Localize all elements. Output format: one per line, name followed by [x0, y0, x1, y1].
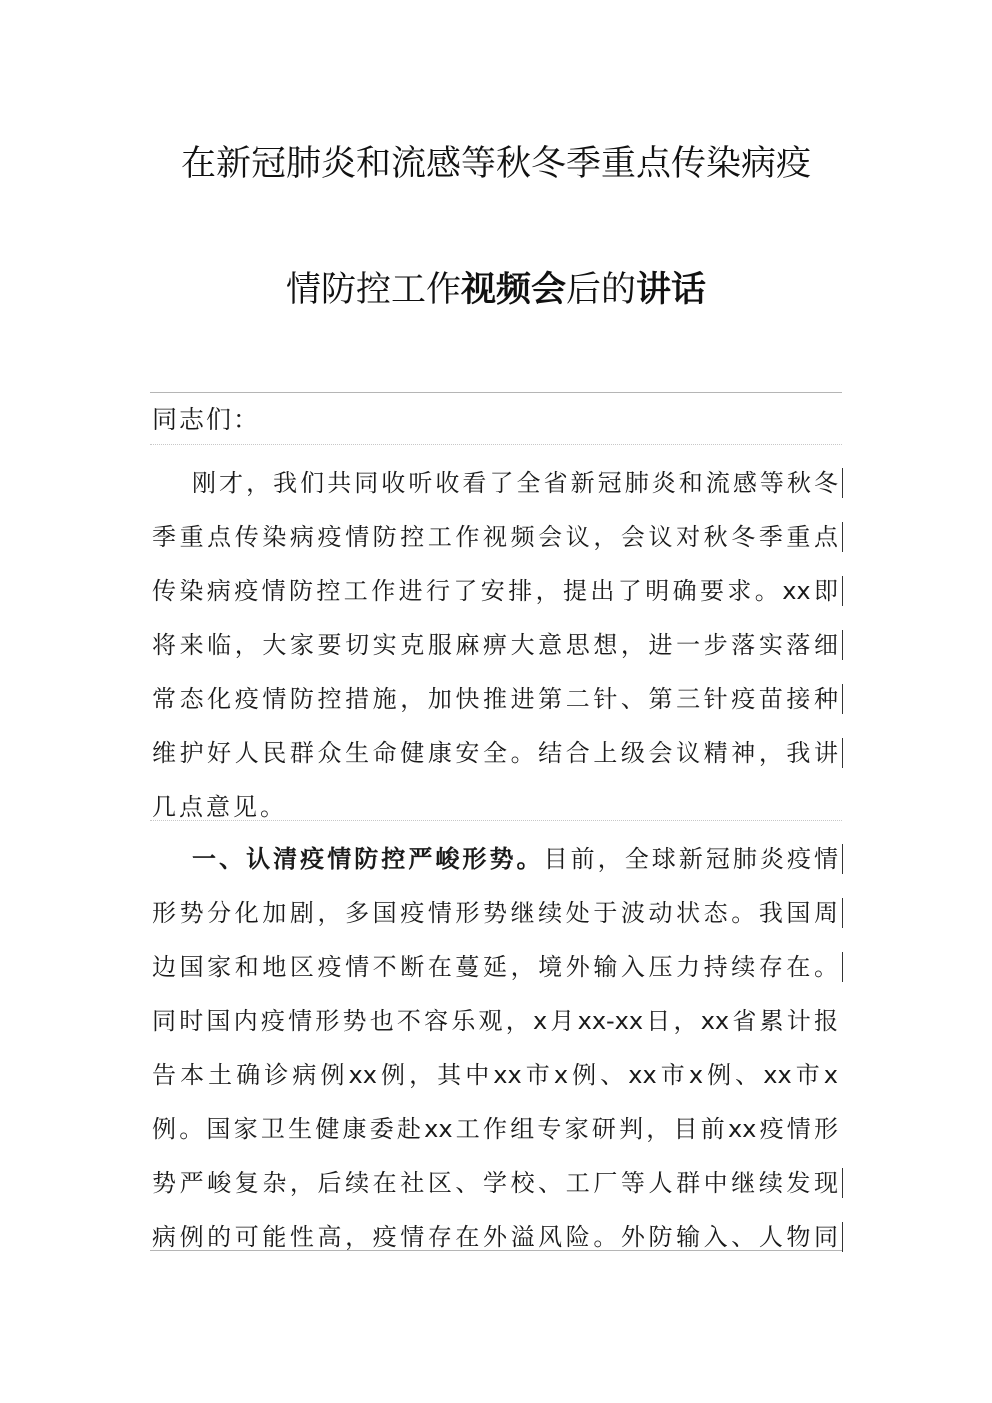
document-title-line-1: 在新冠肺炎和流感等秋冬季重点传染病疫 — [180, 144, 811, 184]
margin-bar — [842, 684, 843, 714]
margin-bar — [842, 844, 843, 874]
margin-bar — [842, 1168, 843, 1198]
paragraph-line — [192, 832, 838, 886]
paragraph-line: 形势分化加剧，多国疫情形势继续处于波动状态。我国周 — [152, 899, 838, 927]
paragraph-line: 同时国内疫情形势也不容乐观，x月xx-xx日，xx省累计报 — [152, 1007, 838, 1035]
paragraph-line: 势严峻复杂，后续在社区、学校、工厂等人群中继续发现 — [152, 1169, 838, 1197]
paragraph-line: 维护好人民群众生命健康安全。结合上级会议精神，我讲 — [152, 739, 838, 767]
paragraph-line: 常态化疫情防控措施，加快推进第二针、第三针疫苗接种 — [152, 685, 838, 713]
paragraph-line: 几点意见。 — [152, 793, 287, 821]
title-part-c: 后的 — [566, 270, 637, 310]
margin-bar — [842, 952, 843, 982]
paragraph-line: 边国家和地区疫情不断在蔓延，境外输入压力持续存在。 — [152, 953, 838, 981]
paragraph-line: 告本土确诊病例xx例，其中xx市x例、xx市x例、xx市x — [152, 1061, 838, 1089]
margin-bar — [842, 576, 843, 606]
paragraph-line: 将来临，大家要切实克服麻痹大意思想，进一步落实落细 — [152, 631, 838, 659]
section-heading-rest: 目前，全球新冠肺炎疫情 — [543, 845, 839, 873]
margin-bar — [842, 630, 843, 660]
title-part-a: 情防控工作 — [285, 270, 461, 310]
title-part-b: 视频会 — [460, 270, 566, 310]
paragraph-line: 刚才，我们共同收听收看了全省新冠肺炎和流感等秋冬 — [192, 469, 838, 497]
paragraph-line: 例。国家卫生健康委赴xx工作组专家研判，目前xx疫情形 — [152, 1115, 838, 1143]
paragraph-divider — [150, 820, 842, 821]
header-rule — [150, 392, 842, 393]
salutation: 同志们： — [152, 405, 261, 434]
document-title-line-2 — [0, 262, 992, 312]
section-heading: 一、认清疫情防控严峻形势。 — [192, 845, 544, 873]
paragraph-line: 传染病疫情防控工作进行了安排，提出了明确要求。xx即 — [152, 577, 838, 605]
margin-bar — [842, 1222, 843, 1252]
title-part-d: 讲话 — [636, 270, 707, 310]
margin-bar — [842, 898, 843, 928]
paragraph-line: 季重点传染病疫情防控工作视频会议，会议对秋冬季重点 — [152, 523, 838, 551]
margin-bar — [842, 468, 843, 498]
margin-bar — [842, 738, 843, 768]
paragraph-line: 病例的可能性高，疫情存在外溢风险。外防输入、人物同 — [152, 1223, 838, 1251]
footer-rule — [150, 1250, 842, 1251]
margin-bar — [842, 522, 843, 552]
salutation-divider — [150, 444, 842, 445]
